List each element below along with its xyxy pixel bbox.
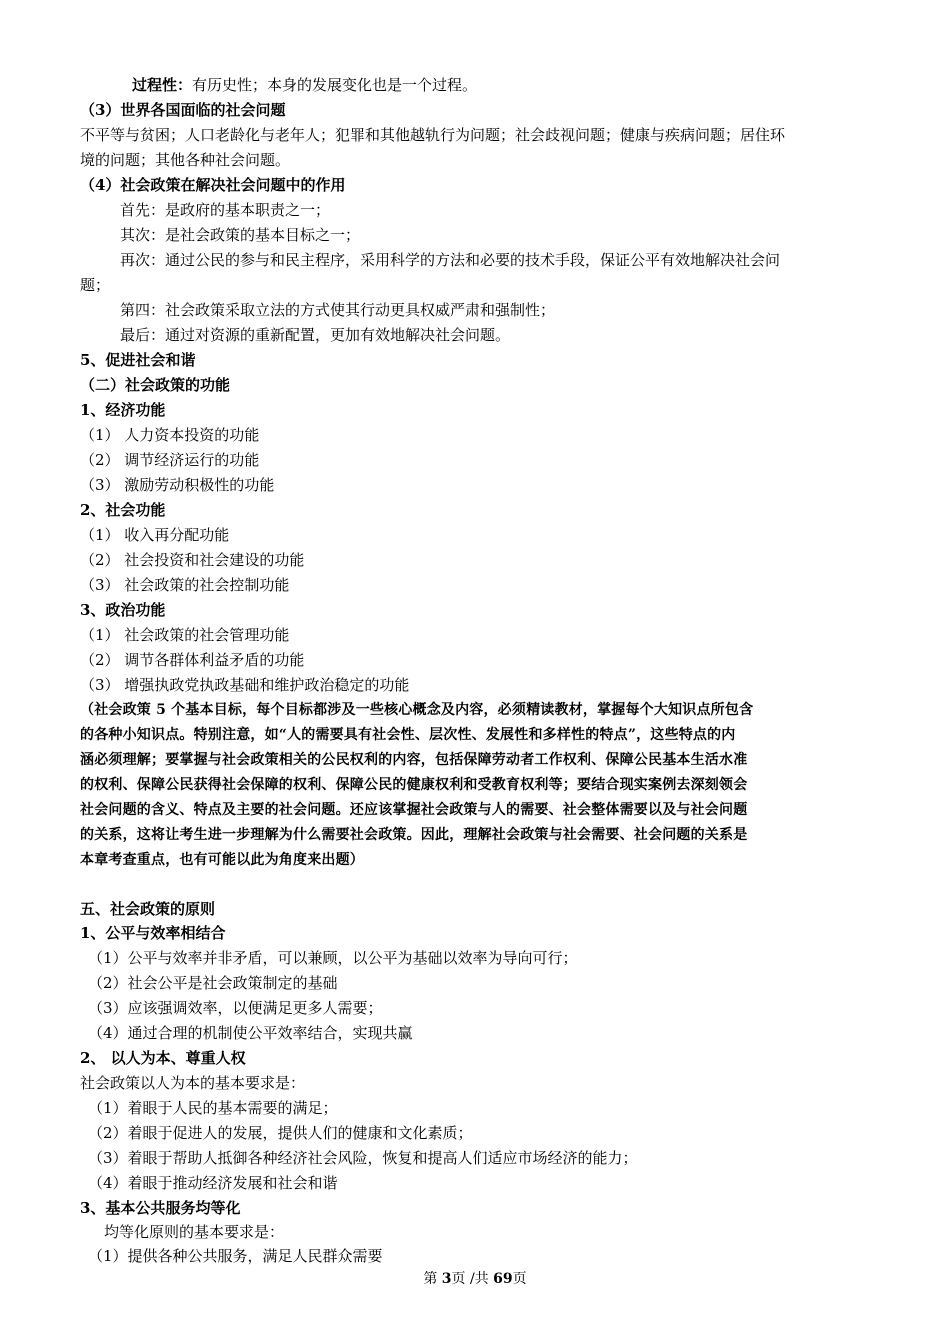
list-item: （4）通过合理的机制使公平效率结合，实现共赢 [88, 1024, 413, 1042]
heading-social: 2、社会功能 [80, 501, 166, 519]
heading-harmony: 5、促进社会和谐 [80, 351, 196, 369]
list-item: （3） 社会政策的社会控制功能 [80, 576, 290, 594]
study-note-line: 的关系，这将让考生进一步理解为什么需要社会政策。因此，理解社会政策与社会需要、社会问题的关系是 [80, 827, 748, 843]
heading-functions: （二）社会政策的功能 [80, 376, 231, 394]
heading-principles: 五、社会政策的原则 [80, 900, 216, 918]
process-line [132, 73, 872, 98]
heading-political: 3、政治功能 [80, 601, 166, 619]
paragraph-line: 均等化原则的基本要求是： [104, 1223, 285, 1241]
study-note-line: 涵必须理解；要掌握与社会政策相关的公民权利的内容，包括保障劳动者工作权利、保障公民基本生活水准 [80, 752, 748, 768]
heading-economic: 1、经济功能 [80, 401, 166, 419]
list-item: （2） 调节各群体利益矛盾的功能 [80, 651, 305, 669]
study-note-line: 本章考查重点，也有可能以此为角度来出题） [80, 852, 364, 868]
list-item: （3）应该强调效率，以便满足更多人需要； [88, 999, 383, 1017]
list-item: （2）社会公平是社会政策制定的基础 [88, 974, 338, 992]
heading-role: （4）社会政策在解决社会问题中的作用 [80, 176, 346, 194]
paragraph-line: 再次：通过公民的参与和民主程序，采用科学的方法和必要的技术手段，保证公平有效地解决社会问 [120, 251, 781, 269]
list-item: （2） 调节经济运行的功能 [80, 451, 260, 469]
term-label: 过程性： [132, 76, 193, 94]
list-item: （3）着眼于帮助人抵御各种经济社会风险，恢复和提高人们适应市场经济的能力； [88, 1149, 638, 1167]
list-item: （2） 社会投资和社会建设的功能 [80, 551, 305, 569]
paragraph-line: 首先：是政府的基本职责之一； [120, 201, 331, 219]
heading-people: 2、 以人为本、尊重人权 [80, 1049, 246, 1067]
list-item: （1） 社会政策的社会管理功能 [80, 626, 290, 644]
list-item: （2）着眼于促进人的发展，提供人们的健康和文化素质； [88, 1124, 473, 1142]
list-item: （1） 收入再分配功能 [80, 526, 230, 544]
term-text: 有历史性；本身的发展变化也是一个过程。 [192, 76, 478, 94]
list-item: （3） 增强执政党执政基础和维护政治稳定的功能 [80, 676, 410, 694]
list-item: （1）公平与效率并非矛盾，可以兼顾，以公平为基础以效率为导向可行； [88, 949, 578, 967]
list-item: （1） 人力资本投资的功能 [80, 426, 260, 444]
footer-mid: 页 /共 [451, 1271, 494, 1287]
study-note-line: （社会政策 5 个基本目标，每个目标都涉及一些核心概念及内容，必须精读教材，掌握每个大知识点所包含 [80, 702, 754, 718]
paragraph-line: 题； [80, 276, 111, 294]
footer-suffix: 页 [512, 1271, 527, 1287]
paragraph-line: 其次：是社会政策的基本目标之一； [120, 226, 361, 244]
page-number: 3 [441, 1271, 452, 1287]
study-note-line: 社会问题的含义、特点及主要的社会问题。还应该掌握社会政策与人的需要、社会整体需要以及与社会问题 [80, 802, 748, 818]
page-footer [0, 1268, 950, 1290]
footer-prefix: 第 [423, 1271, 442, 1287]
list-item: （3） 激励劳动积极性的功能 [80, 476, 275, 494]
list-item: （1）着眼于人民的基本需要的满足； [88, 1099, 338, 1117]
paragraph-line: 境的问题；其他各种社会问题。 [80, 151, 291, 169]
page-total: 69 [493, 1271, 513, 1287]
heading-equalization: 3、基本公共服务均等化 [80, 1199, 241, 1217]
list-item: （4）着眼于推动经济发展和社会和谐 [88, 1174, 338, 1192]
paragraph-line: 第四：社会政策采取立法的方式使其行动更具权威严肃和强制性； [120, 301, 556, 319]
paragraph-line: 社会政策以人为本的基本要求是： [80, 1074, 306, 1092]
paragraph-line: 最后：通过对资源的重新配置，更加有效地解决社会问题。 [120, 326, 511, 344]
heading-fairness: 1、公平与效率相结合 [80, 924, 226, 942]
study-note-line: 的权利、保障公民获得社会保障的权利、保障公民的健康权利和受教育权利等；要结合现实案例去深刻领会 [80, 777, 748, 793]
list-item: （1）提供各种公共服务，满足人民群众需要 [88, 1247, 383, 1265]
study-note-line: 的各种小知识点。特别注意，如“人的需要具有社会性、层次性、发展性和多样性的特点”，这些特点的内 [80, 727, 736, 743]
paragraph-line: 不平等与贫困；人口老龄化与老年人；犯罪和其他越轨行为问题；社会歧视问题；健康与疾病问题；居住环 [80, 126, 786, 144]
heading-world-problems: （3）世界各国面临的社会问题 [80, 101, 286, 119]
